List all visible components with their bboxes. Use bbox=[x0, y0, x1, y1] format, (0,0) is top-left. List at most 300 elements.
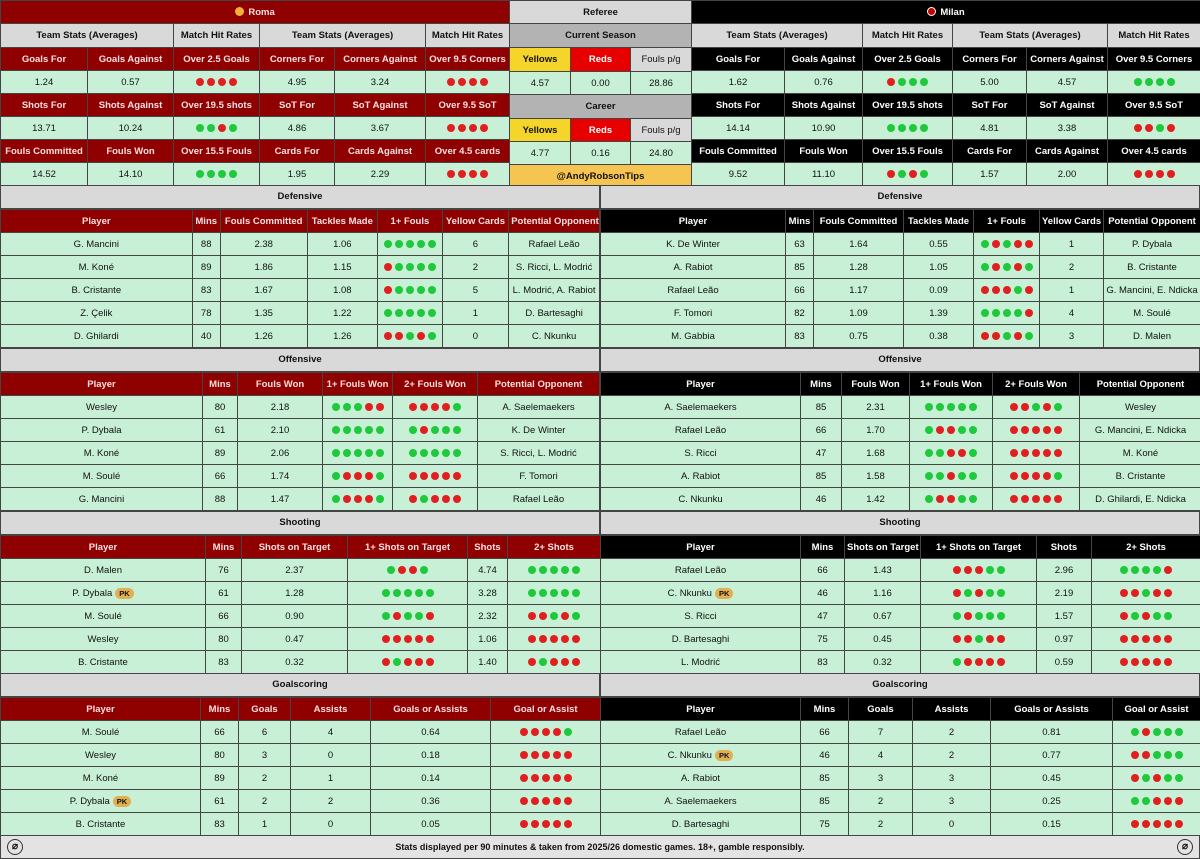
stat-value: 0.38 bbox=[904, 325, 974, 348]
player-name: Rafael Leão bbox=[601, 279, 786, 302]
stat-value: 46 bbox=[801, 744, 849, 767]
miss-dot bbox=[431, 472, 439, 480]
hit-dot bbox=[426, 589, 434, 597]
miss-dot bbox=[1014, 240, 1022, 248]
hit-dot bbox=[218, 170, 226, 178]
miss-dot bbox=[458, 170, 466, 178]
miss-dot bbox=[447, 124, 455, 132]
miss-dot bbox=[447, 78, 455, 86]
hit-dot bbox=[395, 309, 403, 317]
miss-dot bbox=[384, 263, 392, 271]
miss-dot bbox=[542, 820, 550, 828]
table-row bbox=[601, 767, 1200, 790]
miss-dot bbox=[1167, 124, 1175, 132]
stat-value: B. Cristante bbox=[1104, 256, 1200, 279]
hit-dot bbox=[1175, 728, 1183, 736]
hit-rate-dots bbox=[993, 442, 1080, 465]
miss-dot bbox=[1043, 495, 1051, 503]
sho-section-title-away: Shooting bbox=[600, 511, 1200, 535]
table-row bbox=[601, 744, 1200, 767]
stat-value: 1 bbox=[291, 767, 371, 790]
hit-dot bbox=[376, 472, 384, 480]
miss-dot bbox=[520, 797, 528, 805]
miss-dot bbox=[420, 403, 428, 411]
stat-value: 4 bbox=[1040, 302, 1104, 325]
table-row bbox=[601, 813, 1200, 836]
table-row bbox=[601, 419, 1200, 442]
stat-value: 6 bbox=[442, 233, 509, 256]
stat-value: 0.47 bbox=[242, 628, 348, 651]
team-stat-header: Cards For bbox=[260, 140, 335, 163]
hit-dot bbox=[415, 589, 423, 597]
stat-value: C. Nkunku bbox=[509, 325, 600, 348]
miss-dot bbox=[964, 566, 972, 574]
miss-dot bbox=[520, 728, 528, 736]
miss-dot bbox=[1021, 472, 1029, 480]
miss-dot bbox=[1010, 449, 1018, 457]
hit-rate-dots bbox=[993, 419, 1080, 442]
miss-dot bbox=[1032, 495, 1040, 503]
miss-dot bbox=[553, 820, 561, 828]
stat-value: 46 bbox=[801, 582, 845, 605]
miss-dot bbox=[458, 124, 466, 132]
stat-value: 78 bbox=[192, 302, 220, 325]
hit-dot bbox=[365, 426, 373, 434]
miss-dot bbox=[384, 332, 392, 340]
hit-dot bbox=[332, 449, 340, 457]
stat-value: 1.57 bbox=[1037, 605, 1092, 628]
hit-rate-dots bbox=[378, 233, 443, 256]
team-stat-header: Shots Against bbox=[88, 94, 174, 117]
hit-dot bbox=[986, 612, 994, 620]
hit-dot bbox=[997, 589, 1005, 597]
stat-value: 75 bbox=[801, 628, 845, 651]
column-header: Potential Opponent bbox=[478, 373, 600, 396]
stat-value: 61 bbox=[203, 419, 238, 442]
hit-dot bbox=[1003, 309, 1011, 317]
team-stat-header: Over 4.5 cards bbox=[1108, 140, 1200, 163]
team-stat-header: Goals For bbox=[692, 48, 785, 71]
hit-dot bbox=[428, 240, 436, 248]
column-header: Player bbox=[1, 536, 206, 559]
table-row bbox=[1, 302, 600, 325]
stat-value: 85 bbox=[801, 396, 842, 419]
hit-dot bbox=[395, 263, 403, 271]
miss-dot bbox=[343, 472, 351, 480]
player-name: D. Ghilardi bbox=[1, 325, 193, 348]
player-name: F. Tomori bbox=[601, 302, 786, 325]
team-stat-value: 14.52 bbox=[1, 163, 88, 186]
team-stat-value: 0.57 bbox=[88, 71, 174, 94]
hit-rate-dots bbox=[974, 279, 1040, 302]
hit-rate-dots bbox=[323, 488, 393, 511]
stat-value: 1.08 bbox=[307, 279, 378, 302]
miss-dot bbox=[553, 797, 561, 805]
column-header: Goal or Assist bbox=[491, 698, 601, 721]
hit-dot bbox=[981, 309, 989, 317]
hit-dot bbox=[969, 449, 977, 457]
home-hit-rates-label-2: Match Hit Rates bbox=[426, 24, 510, 48]
hit-dot bbox=[354, 426, 362, 434]
stat-value: 2 bbox=[1040, 256, 1104, 279]
miss-dot bbox=[458, 78, 466, 86]
column-header: Assists bbox=[913, 698, 991, 721]
column-header: Assists bbox=[291, 698, 371, 721]
hit-dot bbox=[1025, 263, 1033, 271]
miss-dot bbox=[431, 495, 439, 503]
stat-value: 2.19 bbox=[1037, 582, 1092, 605]
hit-dot bbox=[332, 403, 340, 411]
miss-dot bbox=[1032, 449, 1040, 457]
player-name: G. Mancini bbox=[1, 488, 203, 511]
miss-dot bbox=[542, 728, 550, 736]
hit-rate-dots bbox=[378, 325, 443, 348]
hit-dot bbox=[417, 263, 425, 271]
home-team-stats-label-2: Team Stats (Averages) bbox=[260, 24, 426, 48]
hit-dot bbox=[1131, 797, 1139, 805]
stat-value: 1.68 bbox=[842, 442, 910, 465]
off-section-title-away: Offensive bbox=[600, 348, 1200, 372]
table-row bbox=[601, 233, 1200, 256]
team-stat-value: 2.29 bbox=[335, 163, 426, 186]
miss-dot bbox=[196, 78, 204, 86]
miss-dot bbox=[1025, 309, 1033, 317]
miss-dot bbox=[531, 751, 539, 759]
roma-crest-icon bbox=[235, 7, 244, 16]
table-row bbox=[1, 721, 601, 744]
reds-label-career: Reds bbox=[571, 119, 631, 142]
hit-rate-dots bbox=[348, 559, 468, 582]
column-header: 2+ Shots bbox=[1092, 536, 1200, 559]
stat-value: 2.10 bbox=[238, 419, 323, 442]
miss-dot bbox=[964, 635, 972, 643]
hit-rate-dots bbox=[921, 559, 1037, 582]
miss-dot bbox=[1167, 170, 1175, 178]
player-name: L. Modrić bbox=[601, 651, 801, 674]
hit-rate-dots bbox=[174, 163, 260, 186]
column-header: Player bbox=[1, 373, 203, 396]
miss-dot bbox=[409, 472, 417, 480]
hit-dot bbox=[395, 286, 403, 294]
player-name: A. Saelemaekers bbox=[601, 396, 801, 419]
hit-dot bbox=[196, 170, 204, 178]
player-name: M. Gabbia bbox=[601, 325, 786, 348]
team-stat-header: Goals Against bbox=[88, 48, 174, 71]
stat-value: M. Koné bbox=[1080, 442, 1200, 465]
yellows-label: Yellows bbox=[510, 48, 571, 72]
miss-dot bbox=[1142, 820, 1150, 828]
miss-dot bbox=[539, 612, 547, 620]
hit-dot bbox=[376, 449, 384, 457]
hit-dot bbox=[393, 589, 401, 597]
miss-dot bbox=[1010, 426, 1018, 434]
hit-dot bbox=[528, 589, 536, 597]
hit-dot bbox=[969, 495, 977, 503]
hit-dot bbox=[1054, 403, 1062, 411]
stat-value: 1.47 bbox=[238, 488, 323, 511]
player-name: D. Malen bbox=[1, 559, 206, 582]
table-row bbox=[601, 651, 1200, 674]
miss-dot bbox=[936, 426, 944, 434]
miss-dot bbox=[1153, 820, 1161, 828]
hit-dot bbox=[229, 170, 237, 178]
stat-value: 1.05 bbox=[904, 256, 974, 279]
table-row bbox=[601, 488, 1200, 511]
miss-dot bbox=[1003, 286, 1011, 294]
miss-dot bbox=[887, 78, 895, 86]
hit-dot bbox=[384, 309, 392, 317]
miss-dot bbox=[975, 589, 983, 597]
column-header: Yellow Cards bbox=[1040, 210, 1104, 233]
hit-dot bbox=[453, 426, 461, 434]
hit-rate-dots bbox=[393, 419, 478, 442]
player-name-text: C. Nkunku bbox=[667, 749, 712, 761]
hit-dot bbox=[395, 240, 403, 248]
team-stat-header: Fouls Committed bbox=[692, 140, 785, 163]
column-header: 2+ Shots bbox=[508, 536, 601, 559]
team-stat-value: 5.00 bbox=[953, 71, 1027, 94]
hit-rate-dots bbox=[910, 442, 993, 465]
column-header: Player bbox=[1, 210, 193, 233]
table-row bbox=[1, 651, 601, 674]
team-stat-value: 14.14 bbox=[692, 117, 785, 140]
miss-dot bbox=[1120, 612, 1128, 620]
hit-dot bbox=[420, 566, 428, 574]
column-header: Goals bbox=[239, 698, 291, 721]
player-name: M. Soulé bbox=[1, 465, 203, 488]
team-stat-header: Over 9.5 SoT bbox=[1108, 94, 1200, 117]
footer bbox=[0, 835, 1200, 859]
miss-dot bbox=[1153, 797, 1161, 805]
table-row bbox=[1, 279, 600, 302]
miss-dot bbox=[1142, 612, 1150, 620]
hit-dot bbox=[572, 589, 580, 597]
miss-dot bbox=[469, 124, 477, 132]
off-table-away bbox=[600, 372, 1200, 511]
team-stat-value: 3.38 bbox=[1027, 117, 1108, 140]
hit-dot bbox=[958, 426, 966, 434]
hit-rate-dots bbox=[491, 767, 601, 790]
miss-dot bbox=[947, 472, 955, 480]
hit-rate-dots bbox=[974, 325, 1040, 348]
miss-dot bbox=[1025, 240, 1033, 248]
hit-dot bbox=[925, 495, 933, 503]
table-row bbox=[1, 559, 601, 582]
miss-dot bbox=[420, 426, 428, 434]
hit-dot bbox=[1032, 403, 1040, 411]
miss-dot bbox=[936, 495, 944, 503]
stat-value: 5 bbox=[442, 279, 509, 302]
player-name: S. Ricci bbox=[601, 442, 801, 465]
stat-value: 85 bbox=[801, 465, 842, 488]
miss-dot bbox=[981, 286, 989, 294]
miss-dot bbox=[218, 78, 226, 86]
miss-dot bbox=[469, 170, 477, 178]
hit-dot bbox=[997, 566, 1005, 574]
penalty-taker-badge: PK bbox=[715, 750, 733, 761]
stat-value: 4 bbox=[291, 721, 371, 744]
hit-dot bbox=[1003, 263, 1011, 271]
hit-dot bbox=[920, 170, 928, 178]
team-stat-value: 1.95 bbox=[260, 163, 335, 186]
hit-dot bbox=[925, 403, 933, 411]
player-name: B. Cristante bbox=[1, 813, 201, 836]
hit-rate-dots bbox=[323, 442, 393, 465]
hit-dot bbox=[207, 170, 215, 178]
team-stat-header: Over 15.5 Fouls bbox=[174, 140, 260, 163]
team-stat-value: 0.76 bbox=[785, 71, 863, 94]
hit-rate-dots bbox=[1092, 582, 1200, 605]
column-header: 1+ Fouls Won bbox=[910, 373, 993, 396]
stat-value: 1.09 bbox=[814, 302, 904, 325]
fouls-pg-label-career: Fouls p/g bbox=[631, 119, 692, 142]
stat-value: 0.90 bbox=[242, 605, 348, 628]
hit-dot bbox=[909, 124, 917, 132]
hit-dot bbox=[964, 589, 972, 597]
miss-dot bbox=[409, 495, 417, 503]
team-stat-header: Corners For bbox=[953, 48, 1027, 71]
stat-value: 0 bbox=[913, 813, 991, 836]
column-header: Tackles Made bbox=[307, 210, 378, 233]
miss-dot bbox=[1164, 820, 1172, 828]
miss-dot bbox=[365, 472, 373, 480]
stat-value: 66 bbox=[201, 721, 239, 744]
hit-dot bbox=[409, 426, 417, 434]
miss-dot bbox=[947, 495, 955, 503]
miss-dot bbox=[531, 797, 539, 805]
stat-value: 2 bbox=[239, 790, 291, 813]
hit-rate-dots bbox=[910, 488, 993, 511]
miss-dot bbox=[572, 635, 580, 643]
column-header: 1+ Shots on Target bbox=[348, 536, 468, 559]
hit-rate-dots bbox=[378, 302, 443, 325]
def-section-title-away: Defensive bbox=[600, 185, 1200, 209]
hit-dot bbox=[572, 566, 580, 574]
stat-value: 1 bbox=[239, 813, 291, 836]
hit-dot bbox=[936, 449, 944, 457]
stat-value: 83 bbox=[801, 651, 845, 674]
miss-dot bbox=[953, 589, 961, 597]
stat-value: 66 bbox=[801, 559, 845, 582]
team-stat-header: Shots For bbox=[1, 94, 88, 117]
hit-dot bbox=[1142, 774, 1150, 782]
miss-dot bbox=[1145, 170, 1153, 178]
stat-value: 46 bbox=[801, 488, 842, 511]
referee-panel bbox=[509, 0, 692, 188]
team-stat-header: Over 19.5 shots bbox=[863, 94, 953, 117]
player-name: D. Bartesaghi bbox=[601, 813, 801, 836]
hit-dot bbox=[887, 124, 895, 132]
table-row bbox=[1, 605, 601, 628]
miss-dot bbox=[480, 78, 488, 86]
hit-dot bbox=[909, 78, 917, 86]
column-header: Tackles Made bbox=[904, 210, 974, 233]
stat-value: 0 bbox=[291, 813, 371, 836]
miss-dot bbox=[1142, 658, 1150, 666]
career-label: Career bbox=[510, 95, 692, 119]
miss-dot bbox=[1014, 263, 1022, 271]
author-handle[interactable]: @AndyRobsonTips bbox=[510, 165, 692, 188]
table-row bbox=[601, 256, 1200, 279]
ref-yellows-current: 4.57 bbox=[510, 72, 571, 95]
team-stat-header: Corners Against bbox=[335, 48, 426, 71]
hit-dot bbox=[981, 240, 989, 248]
player-name bbox=[1, 582, 206, 605]
miss-dot bbox=[447, 170, 455, 178]
table-row bbox=[1, 396, 600, 419]
stat-value: 0.25 bbox=[991, 790, 1113, 813]
stat-value: 3 bbox=[913, 790, 991, 813]
hit-dot bbox=[382, 612, 390, 620]
yellows-label-career: Yellows bbox=[510, 119, 571, 142]
miss-dot bbox=[947, 449, 955, 457]
stat-value: 0.32 bbox=[845, 651, 921, 674]
hit-dot bbox=[393, 658, 401, 666]
hit-dot bbox=[332, 426, 340, 434]
miss-dot bbox=[1043, 472, 1051, 480]
player-name: Rafael Leão bbox=[601, 419, 801, 442]
miss-dot bbox=[981, 332, 989, 340]
miss-dot bbox=[365, 403, 373, 411]
stat-value: 89 bbox=[201, 767, 239, 790]
miss-dot bbox=[393, 612, 401, 620]
team-stat-header: Fouls Won bbox=[88, 140, 174, 163]
column-header: Goal or Assist bbox=[1113, 698, 1200, 721]
hit-rate-dots bbox=[910, 396, 993, 419]
team-stat-header: Over 9.5 SoT bbox=[426, 94, 510, 117]
player-name: K. De Winter bbox=[601, 233, 786, 256]
stat-value: 1.42 bbox=[842, 488, 910, 511]
stat-value: 80 bbox=[201, 744, 239, 767]
miss-dot bbox=[1120, 635, 1128, 643]
stat-value: A. Saelemaekers bbox=[478, 396, 600, 419]
miss-dot bbox=[409, 403, 417, 411]
column-header: 1+ Fouls bbox=[974, 210, 1040, 233]
miss-dot bbox=[384, 286, 392, 294]
stat-value: 1 bbox=[1040, 279, 1104, 302]
stat-value: 0.45 bbox=[845, 628, 921, 651]
miss-dot bbox=[442, 495, 450, 503]
miss-dot bbox=[1120, 589, 1128, 597]
hit-dot bbox=[898, 170, 906, 178]
hit-dot bbox=[1167, 78, 1175, 86]
stat-value: S. Ricci, L. Modrić bbox=[509, 256, 600, 279]
stat-value: 1.16 bbox=[845, 582, 921, 605]
stat-value: 2 bbox=[239, 767, 291, 790]
team-stat-value: 1.24 bbox=[1, 71, 88, 94]
miss-dot bbox=[229, 78, 237, 86]
player-name-text: C. Nkunku bbox=[667, 587, 712, 599]
stat-value: D. Ghilardi, E. Ndicka bbox=[1080, 488, 1200, 511]
stat-value: 0.15 bbox=[991, 813, 1113, 836]
hit-rate-dots bbox=[1108, 117, 1200, 140]
miss-dot bbox=[531, 774, 539, 782]
miss-dot bbox=[1153, 658, 1161, 666]
miss-dot bbox=[887, 170, 895, 178]
stat-value: 66 bbox=[801, 721, 849, 744]
stat-value: 1.35 bbox=[220, 302, 307, 325]
player-name: Rafael Leão bbox=[601, 721, 801, 744]
stat-value: 82 bbox=[786, 302, 814, 325]
stat-value: Rafael Leão bbox=[478, 488, 600, 511]
hit-rate-dots bbox=[863, 117, 953, 140]
stat-value: 3 bbox=[913, 767, 991, 790]
miss-dot bbox=[1131, 820, 1139, 828]
stat-value: 89 bbox=[203, 442, 238, 465]
miss-dot bbox=[365, 495, 373, 503]
stat-value: 61 bbox=[206, 582, 242, 605]
team-stat-header: Over 19.5 shots bbox=[174, 94, 260, 117]
